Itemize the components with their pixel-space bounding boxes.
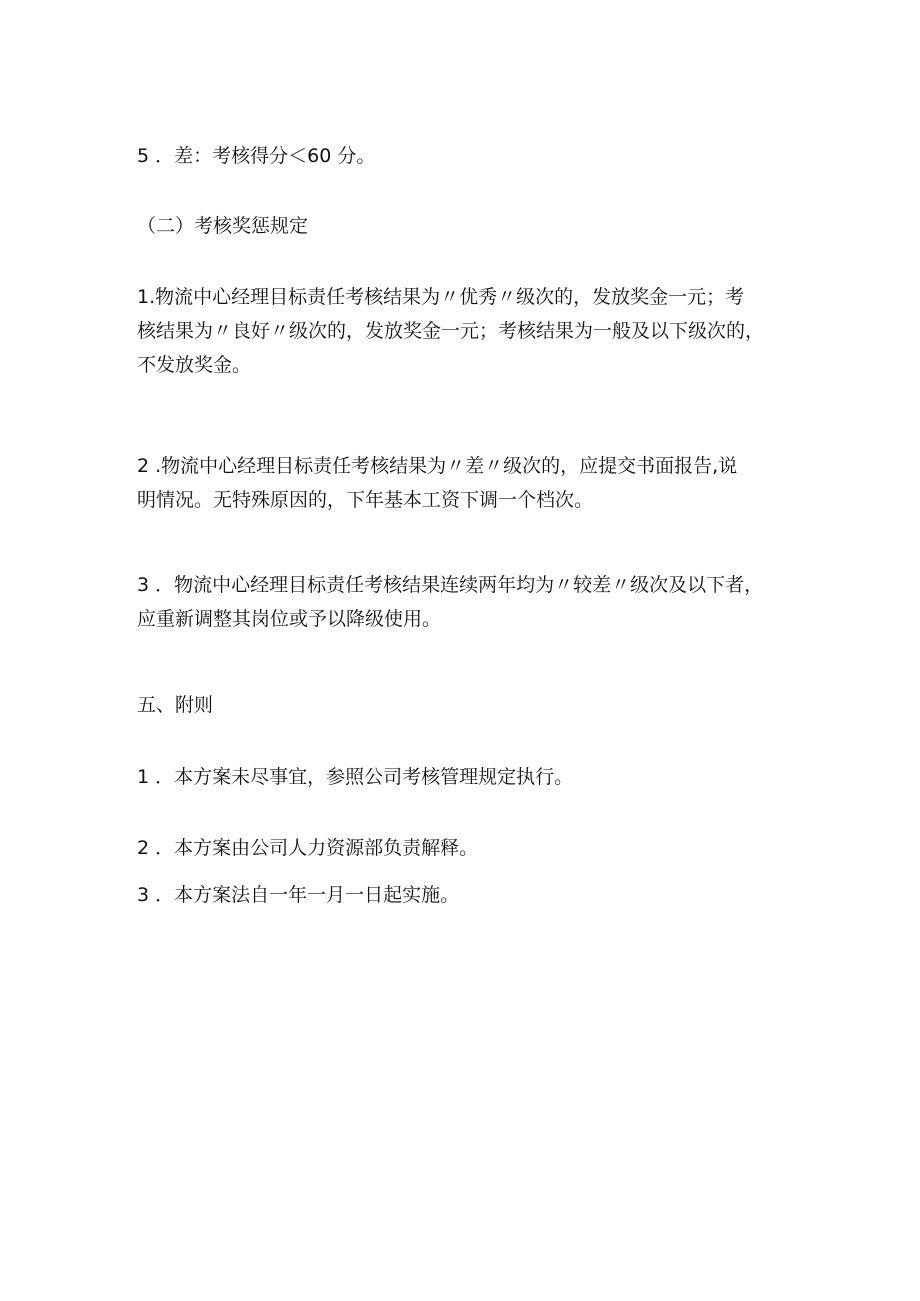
rule-3-line-2: 应重新调整其岗位或予以降级使用。 xyxy=(137,608,442,630)
rule-2-line-2: 明情况。无特殊原因的，下年基本工资下调一个档次。 xyxy=(137,489,594,511)
rating-item-5-text: 5 ．差：考核得分＜60 分。 xyxy=(137,145,376,167)
rule-3-line-1: 3 ．物流中心经理目标责任考核结果连续两年均为〃较差〃级次及以下者， xyxy=(137,574,764,596)
rating-item-5 xyxy=(137,139,807,173)
section-heading-rewards-penalties xyxy=(137,209,807,243)
rule-2-line-1: 2 .物流中心经理目标责任考核结果为〃差〃级次的，应提交书面报告,说 xyxy=(137,455,738,477)
section-heading-text: （二）考核奖惩规定 xyxy=(137,215,309,237)
rule-1-line-3: 不发放奖金。 xyxy=(137,354,252,376)
appendix-item-2-text: 2 ．本方案由公司人力资源部负责解释。 xyxy=(137,837,479,859)
rule-2-paragraph xyxy=(137,449,807,517)
rule-1-line-1: 1.物流中心经理目标责任考核结果为〃优秀〃级次的，发放奖金一元；考 xyxy=(137,286,745,308)
appendix-item-3 xyxy=(137,878,807,912)
appendix-item-1-text: 1 ．本方案未尽事宜，参照公司考核管理规定执行。 xyxy=(137,766,574,788)
rule-1-line-2: 核结果为〃良好〃级次的，发放奖金一元；考核结果为一般及以下级次的， xyxy=(137,320,765,342)
rule-3-paragraph xyxy=(137,568,807,636)
appendix-item-2 xyxy=(137,831,807,865)
appendix-heading-text: 五、附则 xyxy=(137,694,214,716)
section-heading-appendix xyxy=(137,688,807,722)
appendix-item-1 xyxy=(137,760,807,794)
appendix-item-3-text: 3 ．本方案法自一年一月一日起实施。 xyxy=(137,884,460,906)
rule-1-paragraph xyxy=(137,280,807,382)
